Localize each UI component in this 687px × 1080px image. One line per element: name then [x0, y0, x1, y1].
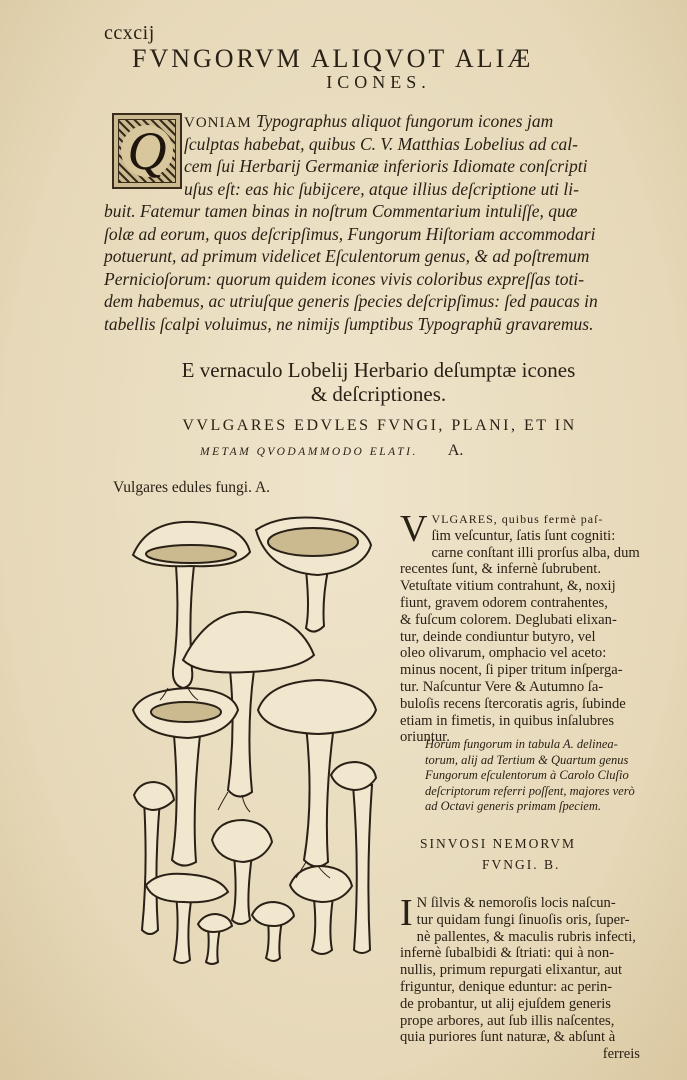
intro-line: Pernicioſorum: quorum quidem icones vivis coloribus expreſſas toti-	[104, 268, 585, 289]
mushroom-cap	[258, 680, 376, 734]
note-line: Fungorum eſculentorum à Carolo Cluſio	[425, 768, 629, 783]
mushroom-stem	[228, 670, 254, 797]
mushroom-cap	[183, 612, 314, 673]
mushroom-stem	[232, 855, 252, 924]
section-a-line: carne conſtant illi prorſus alba, dum	[431, 544, 640, 561]
section-a-line: oleo olivarum, omphacio vel aceto:	[400, 645, 607, 662]
initial-letter: Q	[121, 125, 173, 177]
page-title-continued: ICONES.	[326, 72, 431, 92]
section-b-line: prope arbores, aut ſub illis naſcentes,	[400, 1012, 615, 1029]
section-a-line: buloſis recens ſtercoratis agris, ſubinde	[400, 695, 626, 712]
intro-paragraph	[104, 110, 634, 335]
mushroom-cap	[198, 914, 232, 932]
section-a-line: tur. Naſcuntur Vere & Autumno ſa-	[400, 678, 604, 695]
mushroom-cap	[290, 866, 352, 902]
mushroom-stem	[173, 565, 194, 688]
section-a-title: VVLGARES EDVLES FVNGI, PLANI, ET IN	[182, 417, 577, 434]
mushroom-gills	[268, 528, 358, 556]
mushroom-gills	[146, 545, 236, 563]
section-a-line: oriuntur.	[400, 729, 450, 746]
mushroom-stem	[353, 785, 372, 953]
section-b-line: infernè ſubalbidi & ſtriati: qui à non-	[400, 945, 614, 962]
section-a-line: ſim veſcuntur, ſatis ſunt cogniti:	[431, 527, 616, 544]
mushroom-stem	[172, 735, 200, 866]
page-title: FVNGORVM ALIQVOT ALIÆ	[132, 44, 534, 73]
section-a-line: etiam in fimetis, in quibus inſalubres	[400, 712, 615, 729]
intro-line: ſolæ ad eorum, quos deſcripſimus, Fungorum Hiſtoriam accommodari	[104, 223, 596, 244]
mushroom-cap	[134, 782, 174, 810]
section-b-line: quia puriores ſunt naturæ, & abſunt à	[400, 1029, 616, 1046]
section-a-line: fiunt, gravem odorem contrahentes,	[400, 594, 608, 611]
section-b-line: tur quidam fungi ſinuoſis oris, ſuper-	[416, 911, 630, 928]
mushroom-cap	[331, 762, 376, 790]
section-b-line: nè pallentes, & maculis rubris infecti,	[416, 928, 636, 945]
mushroom-woodcut-illustration	[128, 510, 388, 970]
section-a-text	[400, 508, 640, 746]
section-b-text	[400, 892, 640, 1063]
mushroom-gills	[151, 702, 221, 722]
section-b-title-continued: FVNGI. B.	[482, 857, 561, 872]
section-a-line: tur, deinde condiuntur butyro, vel	[400, 628, 596, 645]
section-b-catchword: ferreis	[602, 1046, 640, 1063]
mushroom-stem	[206, 928, 220, 964]
note-line: deſcriptorum referri poſſent, majores verò	[425, 783, 635, 798]
section-heading-line2: & deſcriptiones.	[310, 382, 447, 406]
intro-line: potuerunt, ad primum videlicet Eſculentorum genus, & ad poſtremum	[104, 246, 590, 266]
intro-line: VONIAM Typographus aliquot fungorum icones jam	[184, 111, 554, 131]
intro-line: tabellis ſcalpi voluimus, ne nimijs ſumptibus Typographũ gravaremus.	[104, 313, 594, 334]
intro-line: uſus eſt: eas hic ſubijcere, atque illius deſcriptione uti li-	[184, 178, 579, 199]
folio-number: ccxcij	[104, 22, 155, 44]
section-a-line: recentes ſunt, & infernè ſubrubent.	[400, 561, 601, 578]
mushroom-cap	[212, 820, 272, 862]
section-a-dropcap: V	[400, 508, 428, 550]
intro-line: ſculptas habebat, quibus C. V. Matthias Lobelius ad cal-	[184, 133, 578, 154]
section-a-line: VLGARES, quibus fermè paſ-	[431, 512, 604, 526]
section-b-line: nullis, primum repurgati elixantur, aut	[400, 962, 623, 979]
section-b-line: de probantur, ut alij ejuſdem generis	[400, 995, 611, 1012]
section-b-dropcap: I	[400, 892, 413, 934]
intro-line: cem ſui Herbarij Germaniæ inferioris Idiomate conſcripti	[184, 156, 588, 176]
section-a-mark: A.	[447, 442, 464, 459]
mushroom-stem	[142, 800, 160, 934]
section-a-title-continued: METAM QVODAMMODO ELATI. A.	[200, 442, 464, 459]
section-a-line: & fuſcum colorem. Deglubati elixan-	[400, 611, 617, 628]
mushroom-stem	[304, 725, 334, 867]
mushroom-cap	[146, 874, 228, 903]
mushroom-cap	[252, 902, 294, 926]
section-heading	[0, 358, 687, 406]
section-a-line: minus nocent, ſi piper tritum inſperga-	[400, 662, 623, 679]
section-b-line: N ſilvis & nemoroſis locis naſcun-	[416, 895, 616, 911]
figure-caption: Vulgares edules fungi. A.	[113, 479, 271, 496]
mushroom-stem	[174, 895, 192, 963]
note-line: torum, alij ad Tertium & Quartum genus	[425, 752, 629, 767]
intro-first-word: VONIAM	[184, 115, 252, 131]
section-b-line: friguntur, denique eduntur: ac perin-	[400, 978, 613, 995]
note-line: ad Octavi generis primam ſpeciem.	[425, 799, 602, 814]
section-b-title: SINVOSI NEMORVM	[420, 836, 577, 851]
figure-note	[425, 737, 635, 815]
section-heading-line1: E vernaculo Lobelij Herbario deſumptæ icones	[181, 358, 576, 382]
mushroom-stem	[306, 570, 328, 632]
intro-line: buit. Fatemur tamen binas in noſtrum Commentarium intuliſſe, quæ	[104, 201, 578, 221]
intro-line: dem habemus, ac utriuſque generis ſpecies deſcripſimus: ſed paucas in	[104, 291, 598, 311]
note-line: Horum fungorum in tabula A. delinea-	[425, 737, 618, 751]
section-a-line: Vetuſtate vitium contrahunt, &, noxij	[400, 578, 616, 595]
